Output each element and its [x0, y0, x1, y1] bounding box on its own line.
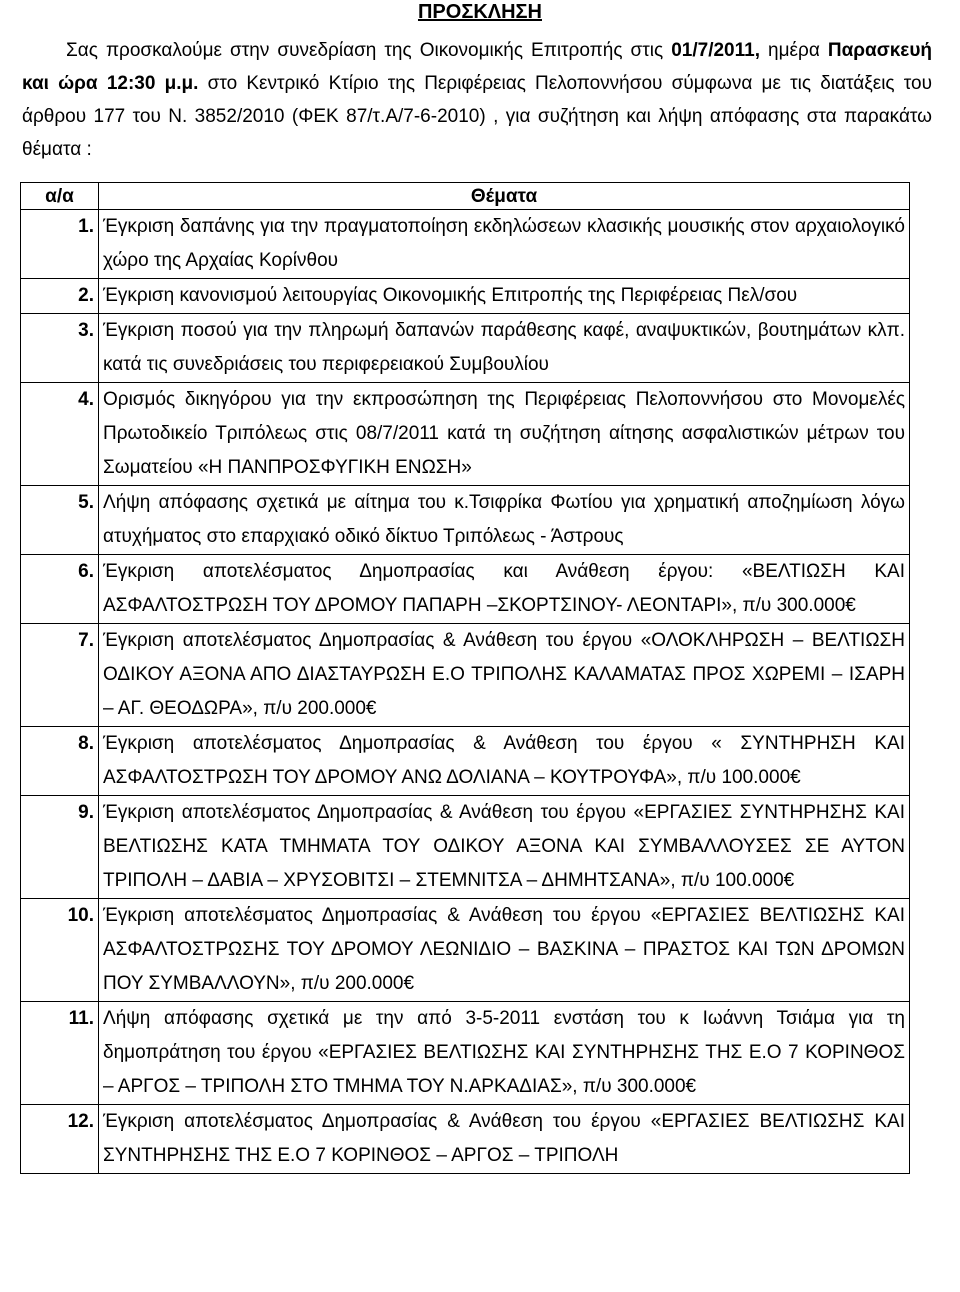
header-topics: Θέματα — [99, 183, 910, 210]
topic-description: Ορισμός δικηγόρου για την εκπροσώπηση της Περιφέρειας Πελοποννήσου στο Μονομελές Πρωτοδικείο Τριπόλεως στις 08/7/2011 κατά τη συζήτηση αίτησης ασφαλιστικών μέτρων του Σωματείου «Η ΠΑΝΠΡΟΣΦΥΓΙΚΗ ΕΝΩΣΗ» — [99, 383, 910, 486]
topic-number: 6. — [21, 555, 99, 624]
intro-text-2: ημέρα — [759, 40, 828, 61]
table-row — [21, 279, 910, 314]
topic-number: 9. — [21, 796, 99, 899]
topic-number: 2. — [21, 279, 99, 314]
topics-table — [20, 182, 910, 1174]
document-title: ΠΡΟΣΚΛΗΣΗ — [417, 1, 542, 23]
table-row — [21, 486, 910, 555]
topic-number: 4. — [21, 383, 99, 486]
meeting-date: 01/7/2011, — [671, 40, 760, 61]
table-row — [21, 1105, 910, 1174]
topic-description: Έγκριση αποτελέσματος Δημοπρασίας & Ανάθεση του έργου « ΣΥΝΤΗΡΗΣΗ ΚΑΙ ΑΣΦΑΛΤΟΣΤΡΩΣΗ ΤΟΥ ΔΡΟΜΟΥ ΑΝΩ ΔΟΛΙΑΝΑ – ΚΟΥΤΡΟΥΦΑ», π/υ 100.000€ — [99, 727, 910, 796]
topics-body — [21, 210, 910, 1174]
topic-description: Έγκριση αποτελέσματος Δημοπρασίας & Ανάθεση του έργου «ΕΡΓΑΣΙΕΣ ΣΥΝΤΗΡΗΣΗΣ ΚΑΙ ΒΕΛΤΙΩΣΗΣ ΚΑΤΑ ΤΜΗΜΑΤΑ ΤΟΥ ΟΔΙΚΟΥ ΑΞΟΝΑ ΚΑΙ ΣΥΜΒΑΛΛΟΥΣΕΣ ΣΕ ΑΥΤΟΝ ΤΡΙΠΟΛΗ – ΔΑΒΙΑ – ΧΡΥΣΟΒΙΤΣΙ – ΣΤΕΜΝΙΤΣΑ – ΔΗΜΗΤΣΑΝΑ», π/υ 100.000€ — [99, 796, 910, 899]
table-row — [21, 727, 910, 796]
topic-description: Έγκριση αποτελέσματος Δημοπρασίας & Ανάθεση του έργου «ΟΛΟΚΛΗΡΩΣΗ – ΒΕΛΤΙΩΣΗ ΟΔΙΚΟΥ ΑΞΟΝΑ ΑΠΟ ΔΙΑΣΤΑΥΡΩΣΗ Ε.Ο ΤΡΙΠΟΛΗΣ ΚΑΛΑΜΑΤΑΣ ΠΡΟΣ ΧΩΡΕΜΙ – ΙΣΑΡΗ – ΑΓ. ΘΕΟΔΩΡΑ», π/υ 200.000€ — [99, 624, 910, 727]
header-number: α/α — [21, 183, 99, 210]
topic-number: 11. — [21, 1002, 99, 1105]
table-row — [21, 210, 910, 279]
topic-description: Έγκριση αποτελέσματος Δημοπρασίας & Ανάθεση του έργου «ΕΡΓΑΣΙΕΣ ΒΕΛΤΙΩΣΗΣ ΚΑΙ ΑΣΦΑΛΤΟΣΤΡΩΣΗΣ ΤΟΥ ΔΡΟΜΟΥ ΛΕΩΝΙΔΙΟ – ΒΑΣΚΙΝΑ – ΠΡΑΣΤΟΣ ΚΑΙ ΤΩΝ ΔΡΟΜΩΝ ΠΟΥ ΣΥΜΒΑΛΛΟΥΝ», π/υ 200.000€ — [99, 899, 910, 1002]
topic-description: Λήψη απόφασης σχετικά με αίτημα του κ.Τσιφρίκα Φωτίου για χρηματική αποζημίωση λόγω ατυχήματος στο επαρχιακό οδικό δίκτυο Τριπόλεως - Άστρους — [99, 486, 910, 555]
intro-text-3: στο Κεντρικό Κτίριο της Περιφέρειας Πελοποννήσου σύμφωνα με τις διατάξεις του άρθρου 177 του Ν. 3852/2010 (ΦΕΚ 87/τ.Α/7-6-2010) , για συζήτηση και λήψη απόφασης στα παρακάτω θέματα : — [22, 73, 932, 160]
topic-description: Λήψη απόφασης σχετικά με την από 3-5-2011 ενστάση του κ Ιωάννη Τσιάμα για τη δημοπράτηση του έργου «ΕΡΓΑΣΙΕΣ ΒΕΛΤΙΩΣΗΣ ΚΑΙ ΣΥΝΤΗΡΗΣΗΣ ΤΗΣ Ε.Ο 7 ΚΟΡΙΝΘΟΣ – ΑΡΓΟΣ – ΤΡΙΠΟΛΗ ΣΤΟ ΤΜΗΜΑ ΤΟΥ Ν.ΑΡΚΑΔΙΑΣ», π/υ 300.000€ — [99, 1002, 910, 1105]
topic-number: 3. — [21, 314, 99, 383]
meeting-day-time: Παρασκευή και ώρα 12:30 μ.μ. — [22, 40, 932, 94]
topic-description: Έγκριση αποτελέσματος Δημοπρασίας & Ανάθεση του έργου «ΕΡΓΑΣΙΕΣ ΒΕΛΤΙΩΣΗΣ ΚΑΙ ΣΥΝΤΗΡΗΣΗΣ ΤΗΣ Ε.Ο 7 ΚΟΡΙΝΘΟΣ – ΑΡΓΟΣ – ΤΡΙΠΟΛΗ — [99, 1105, 910, 1174]
table-row — [21, 624, 910, 727]
topic-number: 1. — [21, 210, 99, 279]
intro-text-1: Σας προσκαλούμε στην συνεδρίαση της Οικονομικής Επιτροπής στις — [66, 40, 672, 61]
intro-paragraph — [22, 34, 932, 166]
topic-number: 7. — [21, 624, 99, 727]
table-row — [21, 899, 910, 1002]
table-row — [21, 314, 910, 383]
table-row — [21, 555, 910, 624]
topic-number: 8. — [21, 727, 99, 796]
topic-number: 10. — [21, 899, 99, 1002]
table-row — [21, 383, 910, 486]
table-row — [21, 796, 910, 899]
table-row — [21, 1002, 910, 1105]
topic-description: Έγκριση αποτελέσματος Δημοπρασίας και Ανάθεση έργου: «ΒΕΛΤΙΩΣΗ ΚΑΙ ΑΣΦΑΛΤΟΣΤΡΩΣΗ ΤΟΥ ΔΡΟΜΟΥ ΠΑΠΑΡΗ –ΣΚΟΡΤΣΙΝΟΥ- ΛΕΟΝΤΑΡΙ», π/υ 300.000€ — [99, 555, 910, 624]
topic-number: 5. — [21, 486, 99, 555]
topic-description: Έγκριση δαπάνης για την πραγματοποίηση εκδηλώσεων κλασικής μουσικής στον αρχαιολογικό χώρο της Αρχαίας Κορίνθου — [99, 210, 910, 279]
table-header-row — [21, 183, 910, 210]
topic-description: Έγκριση κανονισμού λειτουργίας Οικονομικής Επιτροπής της Περιφέρειας Πελ/σου — [99, 279, 910, 314]
topic-number: 12. — [21, 1105, 99, 1174]
topic-description: Έγκριση ποσού για την πληρωμή δαπανών παράθεσης καφέ, αναψυκτικών, βουτημάτων κλπ. κατά τις συνεδριάσεις του περιφερειακού Συμβουλίου — [99, 314, 910, 383]
